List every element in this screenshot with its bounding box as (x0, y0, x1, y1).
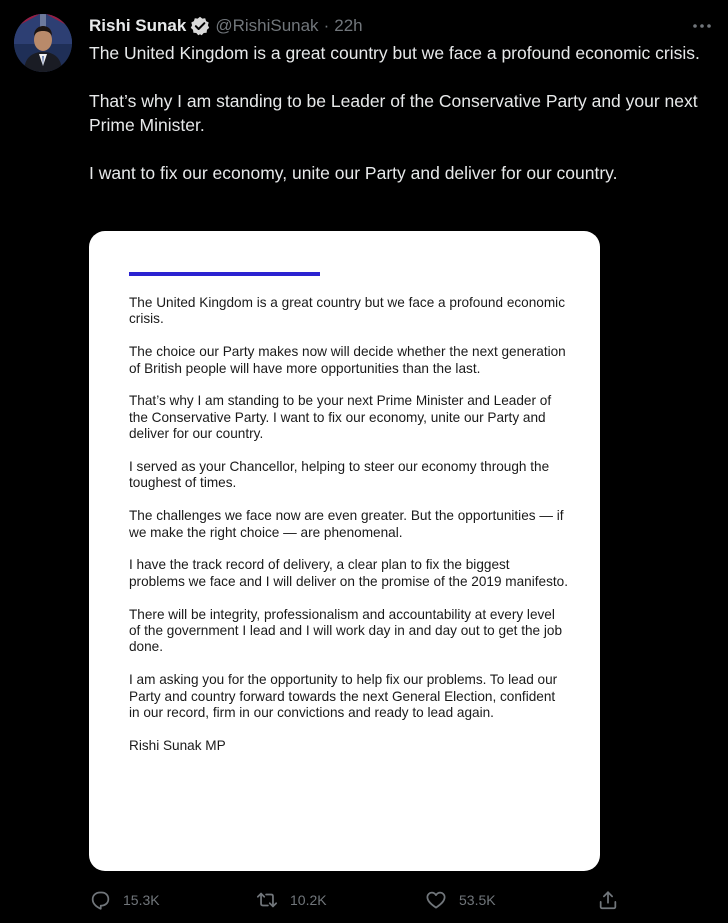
tweet-actions (89, 887, 629, 913)
tweet-paragraph: The United Kingdom is a great country but we face a profound economic crisis. (89, 43, 700, 63)
verified-badge-icon (190, 16, 210, 36)
author-display-name[interactable]: Rishi Sunak (89, 16, 187, 35)
heart-icon (425, 889, 447, 911)
letter-paragraph: The choice our Party makes now will decide whether the next generation of British people will have more opportunities than the last. (129, 344, 566, 376)
letter-paragraph: That’s why I am standing to be your next Prime Minister and Leader of the Conservative Party. I want to fix our economy, unite our Party and deliver for our country. (129, 393, 552, 442)
tweet-timestamp[interactable]: 22h (334, 16, 363, 35)
tweet-header (89, 14, 363, 38)
avatar-image (14, 14, 72, 72)
retweet-button[interactable] (256, 887, 327, 913)
author-handle[interactable]: @RishiSunak (215, 16, 319, 35)
letter-accent-bar (129, 272, 320, 276)
share-button[interactable] (597, 887, 619, 913)
tweet-paragraph: That’s why I am standing to be Leader of the Conservative Party and your next Prime Minister. (89, 91, 698, 135)
letter-paragraph: There will be integrity, professionalism and accountability at every level of the government I lead and I will work day in and day out to get the job done. (129, 606, 563, 655)
retweet-count: 10.2K (290, 892, 327, 908)
letter-paragraph: The challenges we face now are even greater. But the opportunities — if we make the right choice — are phenomenal. (129, 508, 564, 540)
reply-icon (89, 889, 111, 911)
like-button[interactable] (425, 887, 496, 913)
letter-paragraph: I am asking you for the opportunity to help fix our problems. To lead our Party and country forward towards the next General Election, confident in our record, firm in our convictions and ready to lead again. (129, 672, 558, 721)
letter-paragraph: I have the track record of delivery, a clear plan to fix the biggest problems we face and I will deliver on the promise of the 2019 manifesto. (129, 557, 569, 589)
letter-paragraph: The United Kingdom is a great country but we face a profound economic crisis. (129, 295, 566, 327)
more-options-icon[interactable] (690, 14, 714, 38)
letter-body (129, 295, 569, 771)
reply-count: 15.3K (123, 892, 160, 908)
tweet-paragraph: I want to fix our economy, unite our Party and deliver for our country. (89, 163, 618, 183)
letter-signature: Rishi Sunak MP (129, 737, 226, 753)
reply-button[interactable] (89, 887, 160, 913)
avatar[interactable] (14, 14, 72, 72)
separator-dot: · (323, 16, 330, 35)
like-count: 53.5K (459, 892, 496, 908)
tweet-text (89, 41, 711, 209)
letter-paragraph: I served as your Chancellor, helping to steer our economy through the toughest of times. (129, 459, 550, 491)
share-icon (597, 889, 619, 911)
attached-letter-image[interactable] (89, 231, 600, 871)
retweet-icon (256, 889, 278, 911)
